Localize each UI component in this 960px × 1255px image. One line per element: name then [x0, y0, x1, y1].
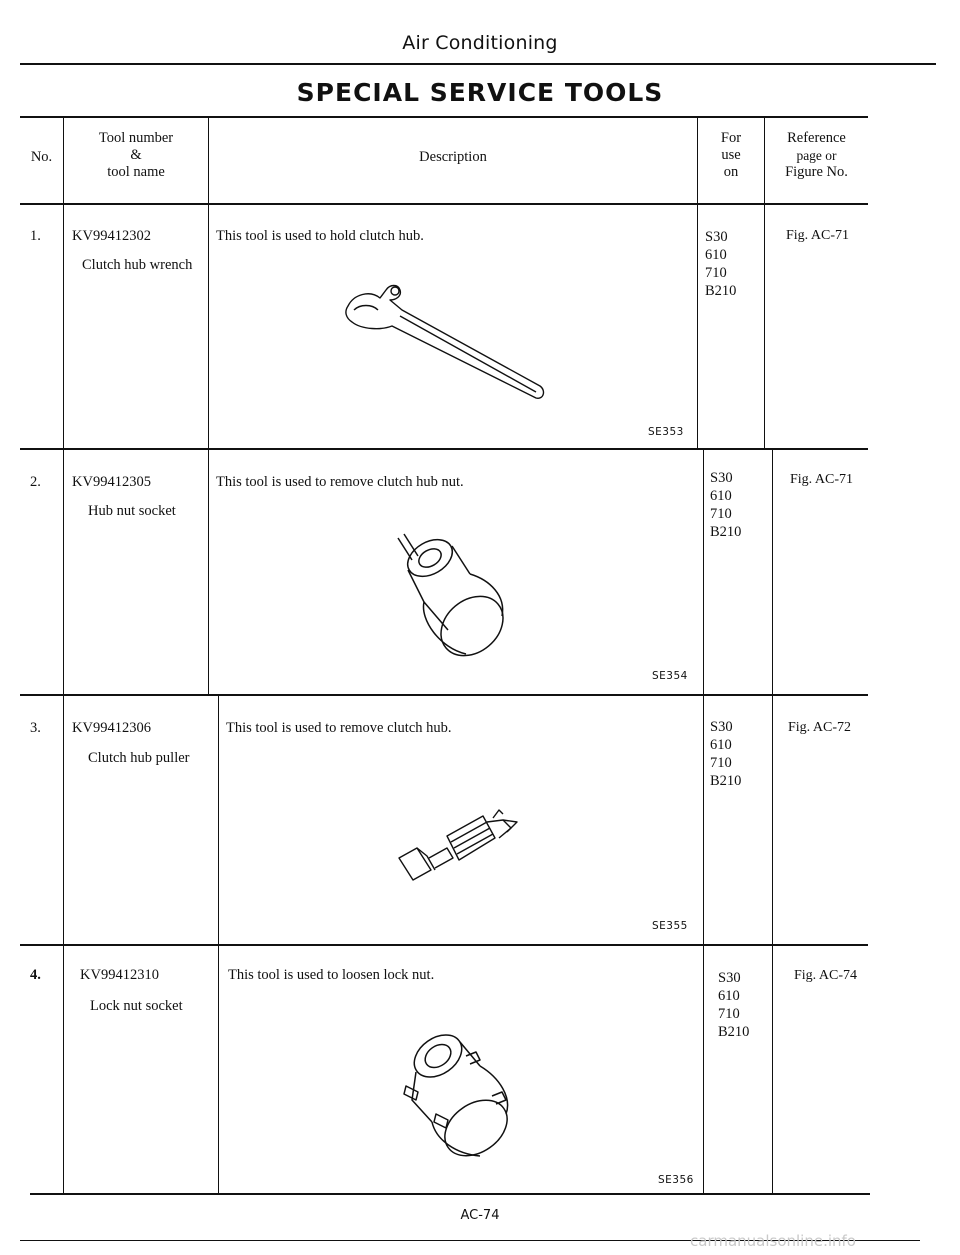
page-number: AC-74 — [460, 1208, 500, 1223]
page-title: SPECIAL SERVICE TOOLS — [296, 78, 664, 107]
model-item: 610 — [710, 737, 732, 753]
figure-code: SE353 — [648, 426, 684, 438]
col-header-for-line2: use — [721, 147, 741, 163]
col-divider-desc-b — [703, 448, 704, 1193]
model-item: B210 — [710, 524, 742, 540]
figure-code: SE356 — [658, 1174, 694, 1186]
row-number: 1. — [30, 228, 41, 244]
col-divider-tool-c — [218, 694, 219, 1193]
col-header-tool-line1: Tool number — [98, 130, 174, 146]
model-list — [705, 228, 736, 300]
table-top-rule — [20, 116, 868, 118]
model-list — [710, 469, 741, 541]
model-item: 610 — [718, 988, 740, 1004]
tool-number: KV99412305 — [72, 474, 151, 490]
model-item: S30 — [710, 470, 733, 486]
col-header-ref-line1: Reference — [787, 130, 846, 146]
model-item: 710 — [718, 1006, 740, 1022]
reference-figure: Fig. AC-71 — [786, 228, 850, 243]
watermark-text: carmanualsonline.info — [690, 1232, 856, 1250]
col-header-description: Description — [419, 149, 487, 165]
tool-number: KV99412310 — [80, 967, 159, 983]
model-item: 710 — [710, 755, 732, 771]
reference-figure: Fig. AC-72 — [788, 720, 852, 735]
model-item: 710 — [710, 506, 732, 522]
col-header-for-line3: on — [723, 164, 739, 180]
model-item: S30 — [705, 229, 728, 245]
model-item: B210 — [718, 1024, 750, 1040]
tool-name: Clutch hub puller — [88, 750, 190, 766]
lock-nut-socket-icon — [396, 1030, 521, 1165]
reference-figure: Fig. AC-71 — [790, 472, 854, 487]
row-number: 4. — [30, 967, 41, 983]
col-header-reference — [765, 130, 868, 181]
col-divider-for-b — [772, 448, 773, 1193]
col-header-tool-line2: & — [130, 147, 142, 163]
tool-description: This tool is used to remove clutch hub nut. — [216, 474, 464, 490]
col-header-no: No. — [30, 149, 53, 165]
reference-figure: Fig. AC-74 — [794, 968, 858, 983]
row-number: 2. — [30, 474, 41, 490]
row-divider-1 — [20, 448, 868, 450]
col-header-ref-line3: Figure No. — [785, 164, 848, 180]
col-header-for-line1: For — [720, 130, 742, 146]
header-bottom-rule — [20, 203, 868, 205]
model-item: 610 — [710, 488, 732, 504]
header-rule — [20, 63, 936, 65]
model-item: 610 — [705, 247, 727, 263]
model-item: B210 — [705, 283, 737, 299]
model-list — [710, 718, 741, 790]
model-item: S30 — [718, 970, 741, 986]
col-header-ref-line2: page or — [796, 148, 837, 163]
model-item: 710 — [705, 265, 727, 281]
clutch-hub-wrench-icon — [340, 278, 550, 408]
tool-number: KV99412306 — [72, 720, 151, 736]
model-item: S30 — [710, 719, 733, 735]
row-divider-2 — [20, 694, 868, 696]
tool-name: Hub nut socket — [88, 503, 176, 519]
tool-number: KV99412302 — [72, 228, 151, 244]
figure-code: SE354 — [652, 670, 688, 682]
col-header-tool-line3: tool name — [107, 164, 165, 180]
col-header-tool — [64, 130, 208, 181]
figure-code: SE355 — [652, 920, 688, 932]
tool-description: This tool is used to loosen lock nut. — [228, 967, 435, 983]
model-item: B210 — [710, 773, 742, 789]
tool-name: Clutch hub wrench — [82, 257, 193, 273]
section-title: Air Conditioning — [402, 32, 558, 54]
col-divider-tool-b — [208, 448, 209, 694]
table-bottom-rule — [30, 1193, 870, 1195]
col-header-for-use-on — [698, 130, 764, 181]
col-divider-tool-a — [208, 116, 209, 452]
hub-nut-socket-icon — [390, 530, 520, 665]
col-divider-no — [63, 116, 64, 1193]
row-divider-3 — [20, 944, 868, 946]
model-list — [718, 969, 749, 1041]
tool-description: This tool is used to remove clutch hub. — [226, 720, 452, 736]
tool-name: Lock nut socket — [90, 998, 183, 1014]
tool-description: This tool is used to hold clutch hub. — [216, 228, 424, 244]
clutch-hub-puller-icon — [395, 808, 520, 888]
row-number: 3. — [30, 720, 41, 736]
